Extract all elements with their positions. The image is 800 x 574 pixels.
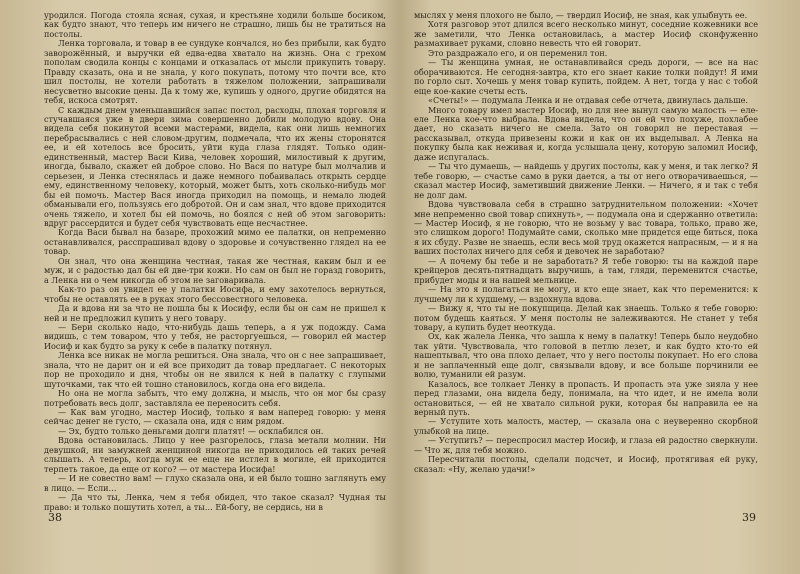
paragraph: С каждым днем уменьшавшийся запас постол, расходы, плохая торговля и стучавшаяся уже в двери зима совершенно добили молодую вдову. Она видела себя покинутой всеми мастерами, видела, как они лишь немногих перебрасывались с ней словом-другим, подмечала, что их жены сторонятся ее, и ей хотелось все бросить, уйти куда глаза глядят. Только один-единственный, мастер Васи Кива, человек хороший, милостивый к другим, иногда, бывало, скажет ей доброе слово. Но Вася по натуре был молчалив и серьезен, и Ленка стеснялась и даже немного побаивалась открыть сердце ему, единственному человеку, который, может быть, хоть сколько-нибудь мог бы ей помочь. Мастер Вася иногда приходил на помощь, и немало людей обманывали его, пользуясь его добротой. Он и сам знал, что вдове приходится очень тяжело, и хотел бы ей помочь, но боялся с ней об этом заговорить: вдруг рассердится и будет себя чувствовать еще несчастнее. (44, 104, 386, 228)
right-page (400, 0, 800, 574)
paragraph: — Вижу я, что ты не покупщица. Делай как знаешь. Только я тебе говорю: потом будешь каяться. У меня постолы не залеживаются. Не станет у тебя товару, а купить будет неоткуда. (414, 303, 758, 332)
paragraph: Но она не могла забыть, что ему должна, и мысль, что он мог бы сразу потребовать весь долг, заставляла ее переносить себя. (44, 388, 386, 408)
paragraph: Хотя разговор этот длился всего несколько минут, соседние кожевники все же заметили, что Ленка остановилась, а мастер Иосиф сконфуженно размахивает руками, словно невесть что ей говорит. (414, 19, 758, 49)
left-page-text (44, 11, 386, 512)
paragraph: Казалось, все толкает Ленку в пропасть. И пропасть эта уже зияла у нее перед глазами, она видела беду, понимала, на что идет, и не имела воли остановиться, — ей не хватало сильной руки, которая бы направила ее на верный путь. (414, 378, 758, 418)
paragraph: — И не совестно вам! — глухо сказала она, и ей было тошно заглянуть ему в лицо. — Если… (44, 473, 386, 493)
paragraph: Ленка все никак не могла решиться. Она знала, что он с нее запрашивает, знала, что не дарит он и ей все приходит да товар предлагает. С некоторых пор не проходило и дня, чтобы он не явился к ней в палатку с глупыми шуточками, так что ей тошно становилось, когда она его видела. (44, 350, 386, 389)
paragraph: Ленка торговала, и товар в ее сундуке кончался, но без прибыли, как будто заворожённый, и выручки ей едва-едва хватало на жизнь. Она с грехом пополам сводила концы с концами и отказалась от мысли прикупить товару. Правду сказать, она и не знала, у кого покупать, потому что почти все, кто шил постолы, не хотели работать в тяжелом положении, запрашивали несусветно высокие цены. Да к тому же, купишь у одного, другие обидятся на тебя, искоса смотрят. (44, 38, 386, 106)
paragraph: Как-то раз он увидел ее у палатки Иосифа, и ему захотелось вернуться, чтобы не оставлять ее в руках этого бессовестного человека. (44, 284, 386, 304)
paragraph: мыслях у меня плохого не было, — твердил Иосиф, не зная, как улыбнуть ее. (414, 10, 748, 20)
right-page-text (414, 11, 758, 474)
paragraph: — Бери сколько надо, что-нибудь дашь теперь, а я уж подожду. Сама видишь, с тем товаром, что у тебя, не расторгуешься, — говорил ей мастер Иосиф и как будто за руку к себе в палатку потянул. (44, 321, 386, 351)
paragraph: — Уступить? — переспросил мастер Иосиф, и глаза ей радостно сверкнули. — Что ж, для тебя можно. (414, 435, 758, 455)
paragraph: Это раздражало его, и он переменил тон. (428, 47, 608, 58)
paragraph: Ох, как жалела Ленка, что зашла к нему в палатку! Теперь было неудобно так уйти. Чувствовала, что головой в петлю лезет, и как будто кто-то ей нашептывал, что она плохо делает, что у него постолы покупает. Но его слова и не заплаченный еще долг, связывали вдову, и все больше порчинили ее волю, туманили ей разум. (414, 331, 758, 380)
paragraph: Да и вдова ни за что не пошла бы к Иосифу, если бы он сам не пришел к ней и не предложил купить у него товару. (44, 303, 386, 323)
paragraph: «Счеты!» — подумала Ленка и не отдавая себе отчета, двинулась дальше. (428, 95, 748, 106)
paragraph: Он знал, что она женщина честная, такая же честная, каким был и ее муж, и с радостью дал бы ей две-три кожи. Но сам он был не горазд говорить, а Ленка ни о чем никогда об этом не заговаривала. (44, 255, 386, 285)
paragraph: уродился. Погода стояла ясная, сухая, и крестьяне ходили больше босиком, как будто знают, что теперь им ничего не страшно, лишь бы не тратиться на постолы. (44, 10, 386, 39)
paragraph: Много товару имел мастер Иосиф, но для нее вынул самую малость — еле-еле Ленка кое-что выбрала. Вдова видела, что он ей что похуже, похлабее дает, но сказать ничего не смела. Зато он говорил не переставая — рассказывал, откуда привезены кожи и как он их выделывал. А Ленка на покупку была как неживая и, когда услышала цену, которую заломил Иосиф, даже испугалась. (414, 104, 758, 162)
paragraph: — Как вам угодно, мастер Иосиф, только я вам наперед говорю: у меня сейчас денег не густо, — сказала она, идя с ним рядом. (44, 407, 386, 427)
paragraph: Вдова чувствовала себя в страшно затруднительном положении: «Хочет мне непременно свой товар спихнуть», — подумала она и сдержанно ответила: — Мастер Иосиф, я не говорю, что не возьму у вас товара, только, право же, это слишком дорого! Подумайте сами, сколько мне придется еще биться, пока я их сбуду. Разве не знаешь, если весь мой труд окажется напрасным, — и я на ваших постолах ничего для себя и девочек не заработаю? (414, 199, 758, 257)
paragraph: — Да что ты, Ленка, чем я тебя обидел, что такое сказал? Чудная ты право: и только пошутить хотел, а ты… Ей-богу, не сердись, ни в (44, 492, 386, 512)
paragraph: — Уступите хоть малость, мастер, — сказала она с неуверенно скорбной улыбкой на лице. (414, 416, 758, 436)
paragraph: Когда Васи бывал на базаре, прохожий мимо ее палатки, он непременно останавливался, расспрашивал вдову о здоровье и сочувственно глядел на ее товар. (44, 227, 386, 257)
page-number: 38 (48, 511, 62, 524)
paragraph: Пересчитали постолы, сделали подсчет, и Иосиф, протягивая ей руку, сказал: «Ну, желаю удачи!» (414, 454, 758, 474)
paragraph: — Эх, будто только деньгами долги платят! — осклабился он. (58, 425, 324, 436)
page-number: 39 (742, 511, 756, 524)
paragraph: — Ты что думаешь, — найдешь у других постолы, как у меня, и так легко? Я тебе говорю, — счастье само в руки дается, а ты от него отворачиваешься, — сказал мастер Иосиф, заметивший движение Ленки. — Ничего, я и так с тебя не долг дам. (414, 161, 758, 200)
paragraph: Вдова остановилась. Лицо у нее разгорелось, глаза метали молнии. Ни девушкой, ни замужней женщиной никогда не приходилось ей таких речей слышать. А теперь, когда муж ее еще не истлел в могиле, ей приходится терпеть такое, да еще от кого? — от мастера Иосифа! (44, 435, 386, 474)
paragraph: — На это я полагаться не могу, и кто еще знает, как что переменится: к лучшему ли к худшему, — вздохнула вдова. (414, 284, 758, 304)
paragraph: — Ты женщина умная, не останавливайся средь дороги, — все на нас оборачиваются. Не сегодня-завтра, кто его знает какие толки пойдут! Я ими по горло сыт. Хочешь у меня товар купить, пойдем. А нет, тогда у нас с тобой еще кое-какие счеты есть. (414, 57, 758, 96)
paragraph: — А почему бы тебе и не заработать? Я тебе говорю: ты на каждой паре крейцеров десять-пятнадцать выручишь, а там, гляди, переменится счастье, прибудет моды и на нашей мельнице. (414, 255, 758, 285)
